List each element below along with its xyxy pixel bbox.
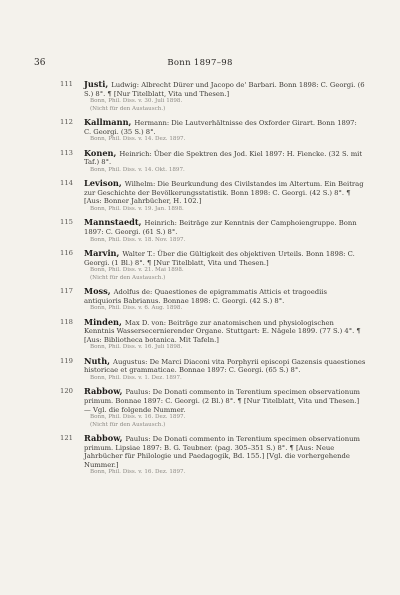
author-surname: Levison, <box>84 178 122 189</box>
author-surname: Kallmann, <box>84 117 132 127</box>
author-surname: Moss, <box>84 285 111 296</box>
entry-citation: Wilhelm: Die Beurkundung des Civilstandes im Altertum. Ein Beitrag zur Geschichte der Bevölkerungsstatistik. Bonn 1898: C. Georgi. (42 S.) 8°. ¶ [Aus: Bonner Jahrbücher, H. 102.] <box>84 180 364 206</box>
entry-body <box>84 287 366 305</box>
dissertation-note: Bonn, Phil. Diss. v. 16. Dez. 1897. <box>90 469 186 476</box>
entry-body <box>84 149 366 167</box>
dissertation-note: Bonn, Phil. Diss. v. 16. Juli 1898. <box>90 344 183 351</box>
entry-number: 115 <box>60 218 73 227</box>
author-surname: Rabbow, <box>84 386 123 397</box>
page-number: 36 <box>34 58 46 68</box>
entry-citation: Heinrich: Beiträge zur Kenntnis der Camphoiengruppe. Bonn 1897: C. Georgi. (61 S.) 8°. <box>84 219 357 236</box>
author-surname: Konen, <box>84 147 117 158</box>
author-surname: Marvin, <box>84 247 120 258</box>
entry-citation: Paulus: De Donati commento in Terentium specimen observationum primum. Bonnae 1897: C. Georgi. (2 Bl.) 8°. ¶ [Nur Titelblatt, Vita und Thesen.] — Vgl. die folgende Nummer. <box>84 388 360 414</box>
dissertation-note: Bonn, Phil. Diss. v. 30. Juli 1898. <box>90 98 183 105</box>
entry-number: 116 <box>60 248 73 257</box>
running-head: Bonn 1897–98 <box>167 58 233 68</box>
entry-citation: Heinrich: Über die Spektren des Jod. Kiel 1897: H. Fiencke. (32 S. mit Taf.) 8°. <box>84 149 363 167</box>
author-surname: Mannstaedt, <box>84 217 142 228</box>
bibliography-entries <box>60 79 366 482</box>
entry-citation: Max D. von: Beiträge zur anatomischen und physiologischen Kenntnis Wassersecernierender Organe. Stuttgart: E. Nägele 1899. (77 S.) 4°. ¶ [Aus: Bibliotheca botanica. Mit Tafeln.] <box>84 318 361 344</box>
entry-number: 112 <box>60 118 73 126</box>
entry-number: 117 <box>60 286 73 295</box>
entry-citation: Augustus: De Marci Diaconi vita Porphyrii episcopi Gazensis quaestiones historicae et grammaticae. Bonnae 1897: C. Georgi. (65 S.) 8°. <box>84 357 366 375</box>
entry-body <box>84 387 366 414</box>
dissertation-note: (Nicht für den Austausch.) <box>90 105 166 112</box>
bibliography-entry <box>60 247 366 282</box>
bibliography-entry <box>60 386 366 429</box>
entry-body <box>84 357 366 375</box>
entry-number: 118 <box>60 317 73 326</box>
dissertation-note: Bonn, Phil. Diss. v. 14. Dez. 1897. <box>90 136 186 143</box>
page-header <box>34 58 366 70</box>
entry-body <box>84 179 366 206</box>
entry-number: 119 <box>60 356 73 365</box>
bibliography-entry <box>60 432 366 477</box>
dissertation-note: Bonn, Phil. Diss. v. 14. Okt. 1897. <box>90 166 185 173</box>
dissertation-note: Bonn, Phil. Diss. v. 18. Nov. 1897. <box>90 236 186 243</box>
entry-citation: Hermann: Die Lautverhältnisse des Oxforder Girart. Bonn 1897: C. Georgi. (35 S.) 8°. <box>84 119 357 136</box>
bibliography-entry <box>60 147 366 175</box>
entry-number: 114 <box>60 179 73 188</box>
entry-body <box>84 218 366 236</box>
entry-citation: Adolfus de: Quaestiones de epigrammatis Atticis et tragoediis antiquioris Babrianus. Bonnae 1898: C. Georgi. (42 S.) 8°. <box>84 287 327 305</box>
dissertation-note: Bonn, Phil. Diss. v. 1. Dez. 1897. <box>90 374 182 381</box>
bibliography-entry <box>60 355 366 383</box>
entry-body <box>84 434 366 469</box>
entry-body <box>84 318 366 345</box>
entry-body <box>84 118 366 136</box>
entry-number: 121 <box>60 433 73 442</box>
bibliography-entry <box>60 79 366 113</box>
bibliography-entry <box>60 178 366 213</box>
author-surname: Rabbow, <box>84 432 123 443</box>
dissertation-note: (Nicht für den Austausch.) <box>90 274 166 281</box>
entry-body <box>84 80 366 98</box>
dissertation-note: Bonn, Phil. Diss. v. 6. Aug. 1898. <box>90 305 183 312</box>
author-surname: Minden, <box>84 316 122 327</box>
dissertation-note: Bonn, Phil. Diss. v. 19. Jan. 1898. <box>90 205 184 212</box>
entry-number: 111 <box>60 80 73 88</box>
dissertation-note: Bonn, Phil. Diss. v. 21. Mai 1898. <box>90 267 184 274</box>
entry-citation: Ludwig: Albrecht Dürer und Jacopo de' Barbari. Bonn 1898: C. Georgi. (6 S.) 8°. ¶ [Nur Titelblatt, Vita und Thesen.] <box>84 81 365 98</box>
entry-citation: Walter T.: Über die Gültigkeit des objektiven Urteils. Bonn 1898: C. Georgi. (1 Bl.) 8°. ¶ [Nur Titelblatt, Vita und Thesen.] <box>84 249 355 267</box>
bibliography-entry <box>60 117 366 144</box>
author-surname: Nuth, <box>84 355 111 366</box>
author-surname: Justi, <box>84 79 109 89</box>
dissertation-note: Bonn, Phil. Diss. v. 16. Dez. 1897. <box>90 414 186 421</box>
bibliography-entry <box>60 285 366 313</box>
bibliography-entry <box>60 316 366 352</box>
entry-citation: Paulus: De Donati commento in Terentium specimen observationum primum. Lipsiae 1897: B. G. Teubner. (pag. 305–351 S.) 8°. ¶ [Aus: Neue Jahrbücher für Philologie und Paedagogik, Bd. 155.] [Vgl. die vorhergehende Nummer.] <box>84 434 360 469</box>
entry-number: 113 <box>60 148 73 157</box>
dissertation-note: (Nicht für den Austausch.) <box>90 421 166 428</box>
entry-body <box>84 249 366 267</box>
entry-number: 120 <box>60 387 73 396</box>
bibliography-entry <box>60 217 366 244</box>
